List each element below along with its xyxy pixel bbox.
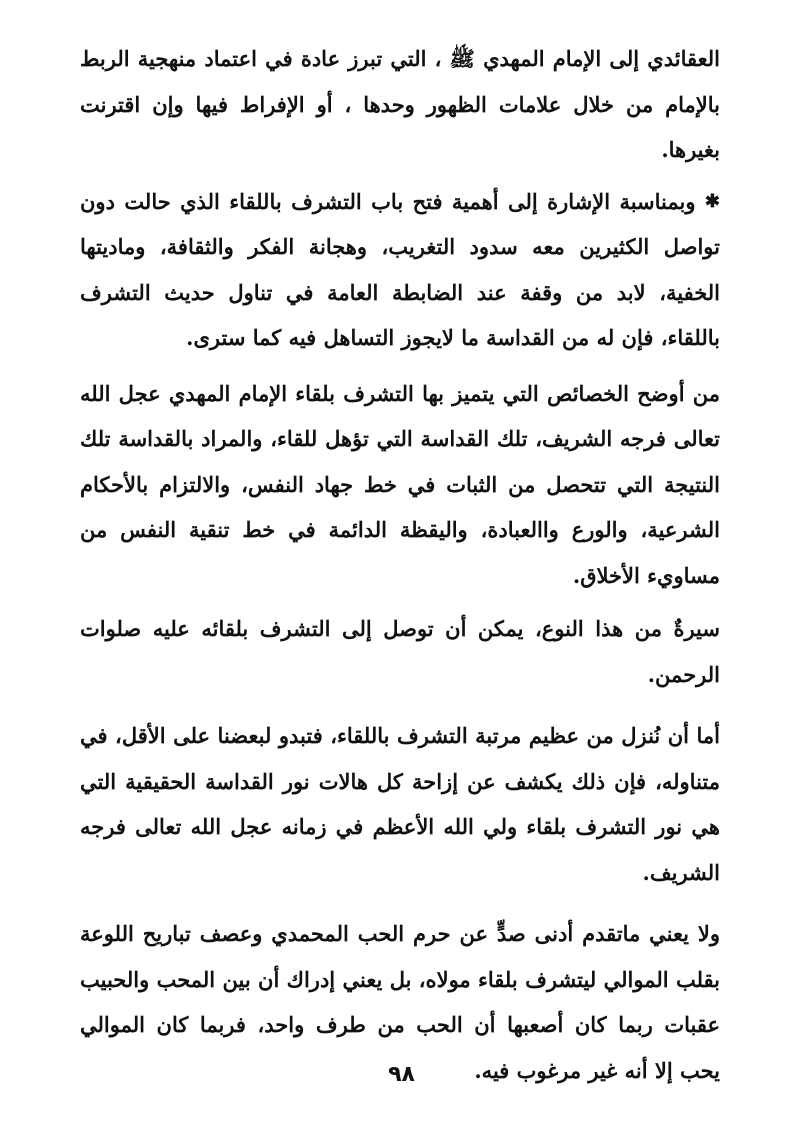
paragraph-1: العقائدي إلى الإمام المهدي ﷺ ، التي تبرز عادة في اعتماد منهجية الربط بالإمام من خلال علامات الظهور وحدها ، أو الإفراط فيها وإن اقترنت بغيرها. bbox=[80, 46, 720, 162]
bullet-asterisk: ✱ bbox=[704, 190, 721, 212]
paragraph-3: من أوضح الخصائص التي يتميز بها التشرف بلقاء الإمام المهدي عجل الله تعالى فرجه الشريف، تلك القداسة التي تؤهل للقاء، والمراد بالقداسة تلك النتيجة التي تتحصل من الثبات في خط جهاد النفس، والالتزام بالأحكام الشرعية، والورع واالعبادة، واليقظة الدائمة في خط تنقية النفس من مساويء الأخلاق. bbox=[80, 380, 720, 588]
paragraph-2-text: وبمناسبة الإشارة إلى أهمية فتح باب التشرف باللقاء الذي حالت دون تواصل الكثيرين معه سدود التغريب، وهجانة الفكر والثقافة، وماديتها الخفية، لابد من وقفة عند الضابطة العامة في تناول حديث التشرف باللقاء، فإن له من القداسة ما لايجوز التساهل فيه كما سترى. bbox=[80, 188, 720, 350]
paragraph-4: سيرةٌ من هذا النوع، يمكن أن توصل إلى التشرف بلقائه عليه صلوات الرحمن. bbox=[80, 616, 720, 687]
paragraph-5: أما أن نُنزل من عظيم مرتبة التشرف باللقاء، فتبدو لبعضنا على الأقل، في متناوله، فإن ذلك يكشف عن إزاحة كل هالات نور القداسة الحقيقية التي هي نور التشرف بلقاء ولي الله الأعظم في زمانه عجل الله تعالى فرجه الشريف. bbox=[80, 723, 720, 885]
paragraph-2 bbox=[80, 179, 720, 361]
page-body bbox=[80, 36, 720, 1093]
page-number: ٩٨ bbox=[388, 1062, 415, 1087]
paragraph-6: ولا يعني ماتقدم أدنى صدٍّ عن حرم الحب المحمدي وعصف تباريح اللوعة بقلب الموالي ليتشرف بلقاء مولاه، بل يعني إدراك أن بين المحب والحبيب عقبات ربما كان أصعبها أن الحب من طرف واحد، فربما كان الموالي يحب إلا أنه غير مرغوب فيه. bbox=[80, 921, 720, 1083]
